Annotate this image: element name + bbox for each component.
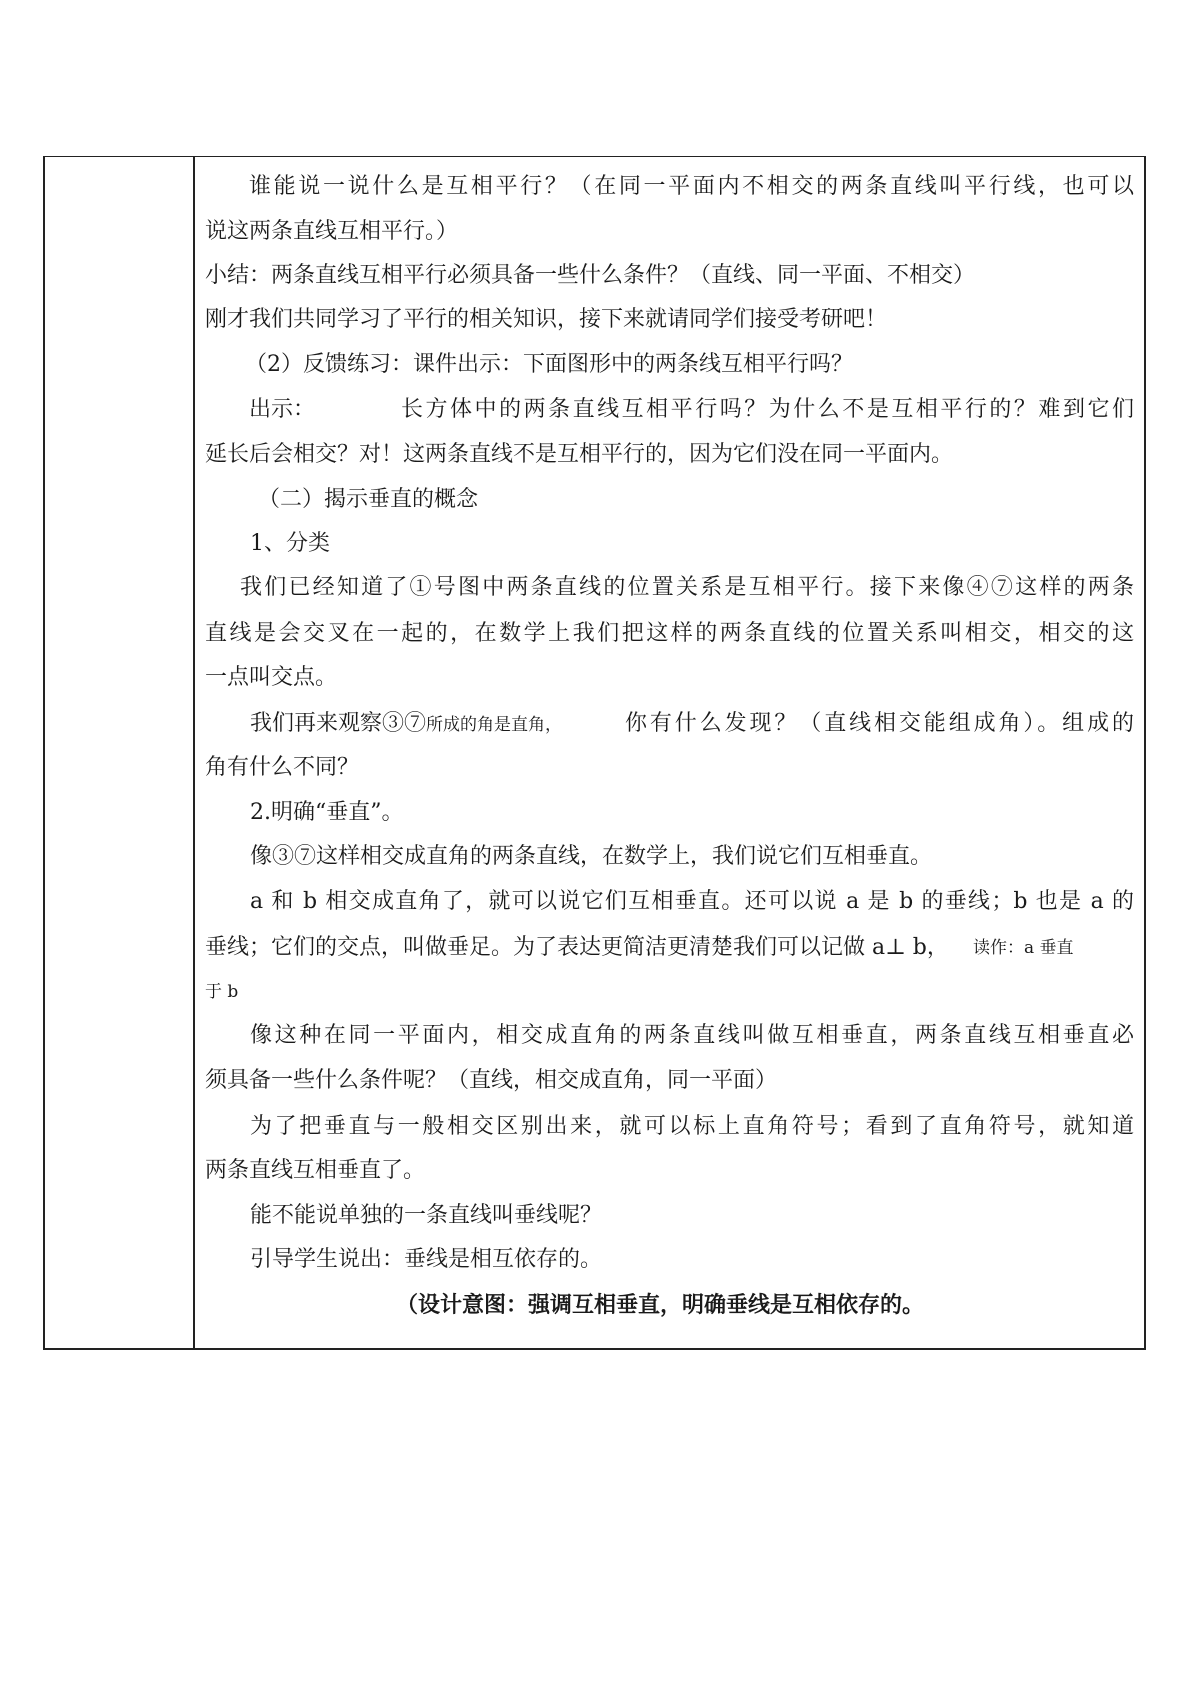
text-line: 说这两条直线互相平行。）	[205, 219, 459, 244]
text-line: 为了把垂直与一般相交区别出来，就可以标上直角符号；看到了直角符号，就知道	[250, 1114, 1134, 1139]
text-line: 我们已经知道了①号图中两条直线的位置关系是互相平行。接下来像④⑦这样的两条	[240, 575, 1134, 600]
text-line: 引导学生说出：垂线是相互依存的。	[250, 1247, 603, 1272]
text-line: 你有什么发现？（直线相交能组成角）。组成的	[625, 711, 1134, 736]
text-line: 小结：两条直线互相平行必须具备一些什么条件？（直线、同一平面、不相交）	[205, 263, 976, 288]
column-divider	[193, 157, 195, 1348]
text-line: 一点叫交点。	[205, 665, 338, 690]
text-segment: 我们再来观察③⑦	[250, 711, 427, 736]
text-line: 两条直线互相垂直了。	[205, 1158, 426, 1183]
text-line: 读作：a 垂直	[973, 938, 1074, 958]
text-line: 于 b	[205, 982, 239, 1002]
section-heading: （二）揭示垂直的概念	[258, 487, 479, 512]
text-line: 谁能说一说什么是互相平行？（在同一平面内不相交的两条直线叫平行线，也可以	[249, 174, 1134, 199]
text-line: 像③⑦这样相交成直角的两条直线，在数学上，我们说它们互相垂直。	[250, 844, 933, 869]
text-line: 直线是会交叉在一起的，在数学上我们把这样的两条直线的位置关系叫相交，相交的这	[205, 621, 1134, 646]
text-segment: 所成的角是直角，	[426, 715, 563, 735]
text-line: （2）反馈练习：课件出示：下面图形中的两条线互相平行吗？	[245, 352, 853, 377]
text-line: 角有什么不同？	[205, 755, 360, 780]
text-line: a 和 b 相交成直角了，就可以说它们互相垂直。还可以说 a 是 b 的垂线；b 也是 a 的	[250, 889, 1134, 914]
design-intent-note: （设计意图：强调互相垂直，明确垂线是互相依存的。	[396, 1292, 925, 1318]
text-line: 刚才我们共同学习了平行的相关知识，接下来就请同学们接受考研吧！	[205, 307, 888, 332]
text-line: 像这种在同一平面内，相交成直角的两条直线叫做互相垂直，两条直线互相垂直必	[250, 1023, 1134, 1048]
text-segment: 出示：	[249, 397, 316, 422]
text-line: 1、分类	[250, 531, 330, 556]
text-line: 须具备一些什么条件呢？（直线，相交成直角，同一平面）	[205, 1068, 778, 1093]
text-line: 垂线；它们的交点，叫做垂足。为了表达更简洁更清楚我们可以记做 a⊥ b，	[205, 935, 949, 960]
lesson-table	[43, 156, 1146, 1350]
text-line: 长方体中的两条直线互相平行吗？为什么不是互相平行的？难到它们	[401, 397, 1134, 422]
text-line: 2.明确“垂直”。	[250, 800, 404, 825]
text-line: 延长后会相交？对！这两条直线不是互相平行的，因为它们没在同一平面内。	[205, 442, 954, 467]
text-line: 能不能说单独的一条直线叫垂线呢？	[250, 1203, 603, 1228]
